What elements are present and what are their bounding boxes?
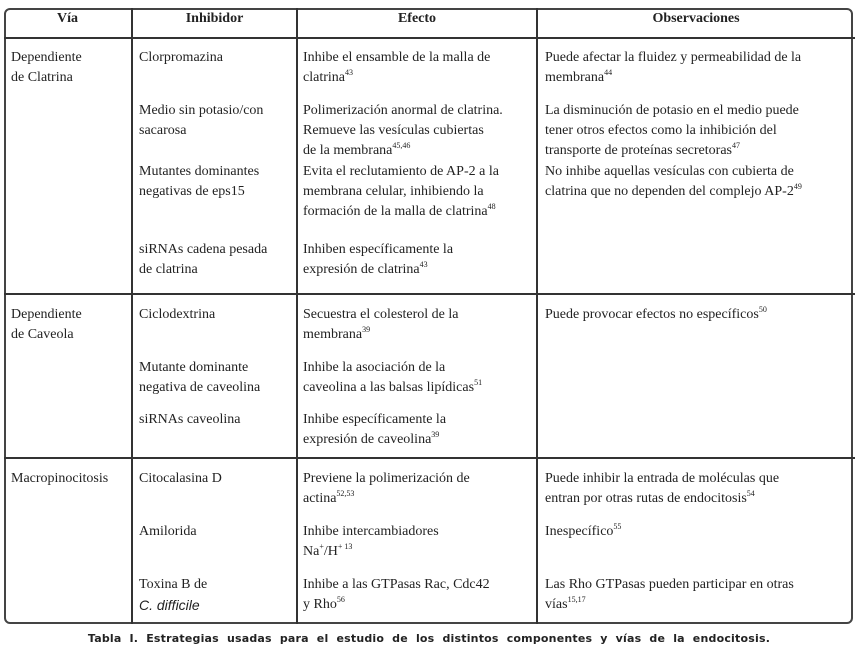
reference-superscript: + 13 bbox=[337, 542, 353, 551]
cell-text: Inhibe el ensamble de la malla de clatrina bbox=[303, 50, 491, 85]
via-cell: Dependiente de Caveola bbox=[11, 307, 82, 342]
reference-superscript: 43 bbox=[344, 68, 353, 77]
cell-text: /H bbox=[323, 544, 338, 559]
reference-superscript: 56 bbox=[336, 595, 345, 604]
cell-text: Secuestra el colesterol de la membrana bbox=[303, 307, 459, 342]
inhibidor-text: siRNAs caveolina bbox=[139, 412, 241, 427]
cell-text: Previene la polimerización de actina bbox=[303, 471, 470, 506]
efecto-cell bbox=[303, 240, 535, 280]
reference-superscript: 43 bbox=[419, 260, 428, 269]
inhibidor-cell bbox=[139, 575, 299, 617]
efecto-cell bbox=[303, 410, 535, 450]
efecto-cell bbox=[303, 162, 535, 222]
section-divider bbox=[4, 293, 855, 295]
inhibidor-text: Citocalasina D bbox=[139, 471, 222, 486]
inhibidor-text: Toxina B de bbox=[139, 577, 208, 592]
reference-superscript: 45,46 bbox=[392, 141, 411, 150]
reference-superscript: 49 bbox=[793, 182, 802, 191]
efecto-cell bbox=[303, 358, 535, 398]
inhibidor-cell bbox=[139, 305, 299, 325]
cell-text: Las Rho GTPasas pueden participar en otras vías bbox=[545, 577, 794, 612]
cell-text: Inespecífico bbox=[545, 524, 614, 539]
efecto-cell bbox=[303, 522, 535, 562]
cell-text: Inhibe la asociación de la caveolina a las balsas lipídicas bbox=[303, 360, 475, 395]
column-divider bbox=[536, 8, 538, 624]
reference-superscript: 54 bbox=[746, 489, 755, 498]
inhibidor-cell bbox=[139, 101, 299, 141]
inhibidor-cell bbox=[139, 162, 299, 202]
inhibidor-cell bbox=[139, 358, 299, 398]
inhibidor-text: Amilorida bbox=[139, 524, 197, 539]
inhibidor-italic: C. difficile bbox=[139, 597, 200, 613]
cell-text: Inhiben específicamente la expresión de clatrina bbox=[303, 242, 454, 277]
inhibidor-text: siRNAs cadena pesada de clatrina bbox=[139, 242, 268, 277]
header-inhibidor: Inhibidor bbox=[185, 11, 244, 26]
reference-superscript: 47 bbox=[731, 141, 740, 150]
cell-text: Inhibe específicamente la expresión de caveolina bbox=[303, 412, 447, 447]
efecto-cell bbox=[303, 575, 535, 615]
observacion-cell bbox=[545, 305, 853, 325]
observacion-cell bbox=[545, 162, 853, 202]
inhibidor-text: Mutante dominante negativa de caveolina bbox=[139, 360, 261, 395]
observacion-cell bbox=[545, 101, 853, 161]
reference-superscript: 44 bbox=[604, 68, 613, 77]
section-divider bbox=[4, 457, 855, 459]
header-divider bbox=[4, 37, 855, 39]
reference-superscript: 48 bbox=[487, 202, 496, 211]
header-efecto: Efecto bbox=[397, 11, 437, 26]
reference-superscript: 50 bbox=[758, 305, 767, 314]
cell-text: Puede afectar la fluidez y permeabilidad de la membrana bbox=[545, 50, 802, 85]
inhibidor-text: Clorpromazina bbox=[139, 50, 223, 65]
reference-superscript: + bbox=[319, 542, 324, 551]
inhibidor-cell bbox=[139, 410, 299, 430]
cell-text: La disminución de potasio en el medio puede tener otros efectos como la inhibición del transporte de proteínas secretoras bbox=[545, 103, 799, 158]
efecto-cell bbox=[303, 101, 535, 161]
efecto-cell bbox=[303, 305, 535, 345]
via-cell: Macropinocitosis bbox=[11, 471, 109, 486]
reference-superscript: 55 bbox=[613, 522, 622, 531]
cell-text: Puede inhibir la entrada de moléculas que entran por otras rutas de endocitosis bbox=[545, 471, 780, 506]
efecto-cell bbox=[303, 48, 535, 88]
inhibidor-text: Ciclodextrina bbox=[139, 307, 216, 322]
header-via: Vía bbox=[57, 11, 78, 26]
inhibidor-cell bbox=[139, 469, 299, 489]
cell-text: Puede provocar efectos no específicos bbox=[545, 307, 759, 322]
reference-superscript: 52,53 bbox=[336, 489, 355, 498]
inhibidor-cell bbox=[139, 48, 299, 68]
table-caption: Tabla I. Estrategias usadas para el estudio de los distintos componentes y vías de la endocitosis. bbox=[87, 632, 771, 645]
cell-text: No inhibe aquellas vesículas con cubierta de clatrina que no dependen del complejo AP-2 bbox=[545, 164, 794, 199]
inhibidor-cell bbox=[139, 240, 299, 280]
observacion-cell bbox=[545, 469, 853, 509]
cell-text: Inhibe a las GTPasas Rac, Cdc42 y Rho bbox=[303, 577, 490, 612]
inhibidor-text: Medio sin potasio/con sacarosa bbox=[139, 103, 264, 138]
inhibidor-cell bbox=[139, 522, 299, 542]
observacion-cell bbox=[545, 48, 853, 88]
cell-text: Polimerización anormal de clatrina. Remueve las vesículas cubiertas de la membrana bbox=[303, 103, 503, 158]
reference-superscript: 15,17 bbox=[567, 595, 586, 604]
cell-text: Inhibe intercambiadores Na bbox=[303, 524, 439, 559]
column-divider bbox=[131, 8, 133, 624]
cell-text: Evita el reclutamiento de AP-2 a la membrana celular, inhibiendo la formación de la malla de clatrina bbox=[303, 164, 499, 219]
via-cell: Dependiente de Clatrina bbox=[11, 50, 82, 85]
header-observaciones: Observaciones bbox=[652, 11, 740, 26]
observacion-cell bbox=[545, 575, 853, 615]
observacion-cell bbox=[545, 522, 853, 542]
reference-superscript: 39 bbox=[362, 325, 371, 334]
efecto-cell bbox=[303, 469, 535, 509]
reference-superscript: 51 bbox=[474, 378, 483, 387]
reference-superscript: 39 bbox=[431, 430, 440, 439]
inhibidor-text: Mutantes dominantes negativas de eps15 bbox=[139, 164, 260, 199]
